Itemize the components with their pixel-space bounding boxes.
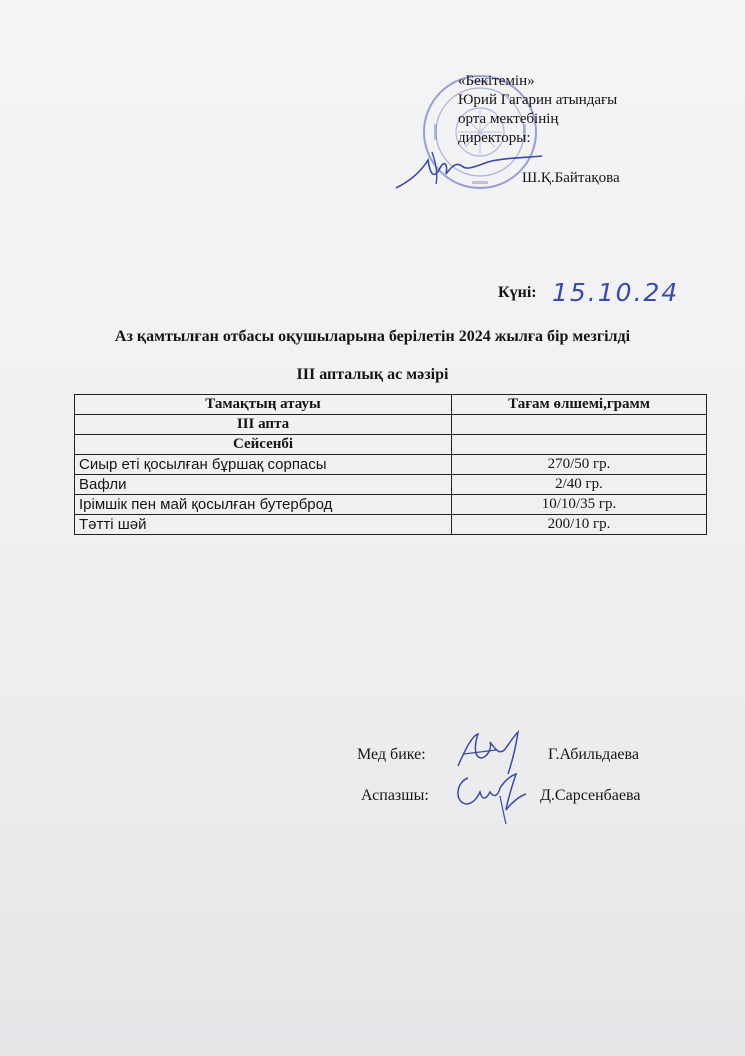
approval-school: Юрий Гагарин атындағы [458,92,618,108]
day-label: Сейсенбі [75,435,452,455]
approval-heading: «Бекітемін» [458,73,535,89]
bleed-through-mark [495,235,695,255]
cook-signature [450,766,530,826]
approval-school-type: орта мектебінің [458,111,559,127]
dish-name: Вафли [75,475,452,495]
cook-label: Аспазшы: [361,787,429,804]
approval-position: директоры: [458,130,531,146]
dish-portion: 200/10 гр. [452,515,707,535]
date-label: Күні: [498,284,537,301]
document-title: Аз қамтылған отбасы оқушыларына берілетін 2024 жылға бір мезгілді [114,328,631,345]
empty-cell [452,415,707,435]
document-subtitle: III апталық ас мәзірі [296,366,449,383]
table-row [75,495,707,515]
week-row [75,415,707,435]
nurse-label: Мед бике: [357,746,426,763]
empty-cell [452,435,707,455]
table-header-row [75,395,707,415]
table-row [75,455,707,475]
table-row [75,475,707,495]
header-dish-name: Тамақтың атауы [75,395,452,415]
dish-portion: 10/10/35 гр. [452,495,707,515]
dish-name: Ірімшік пен май қосылған бутерброд [75,495,452,515]
date-value: 15.10.24 [552,278,680,307]
dish-portion: 270/50 гр. [452,455,707,475]
dish-name: Тәтті шәй [75,515,452,535]
day-row [75,435,707,455]
dish-portion: 2/40 гр. [452,475,707,495]
header-portion: Тағам өлшемі,грамм [452,395,707,415]
week-label: III апта [75,415,452,435]
nurse-name: Г.Абильдаева [548,746,639,763]
table-row [75,515,707,535]
director-signature [392,140,552,195]
approval-block [458,72,718,148]
menu-table [74,394,707,535]
dish-name: Сиыр еті қосылған бұршақ сорпасы [75,455,452,475]
cook-name: Д.Сарсенбаева [540,787,641,804]
director-name: Ш.Қ.Байтақова [522,170,620,186]
